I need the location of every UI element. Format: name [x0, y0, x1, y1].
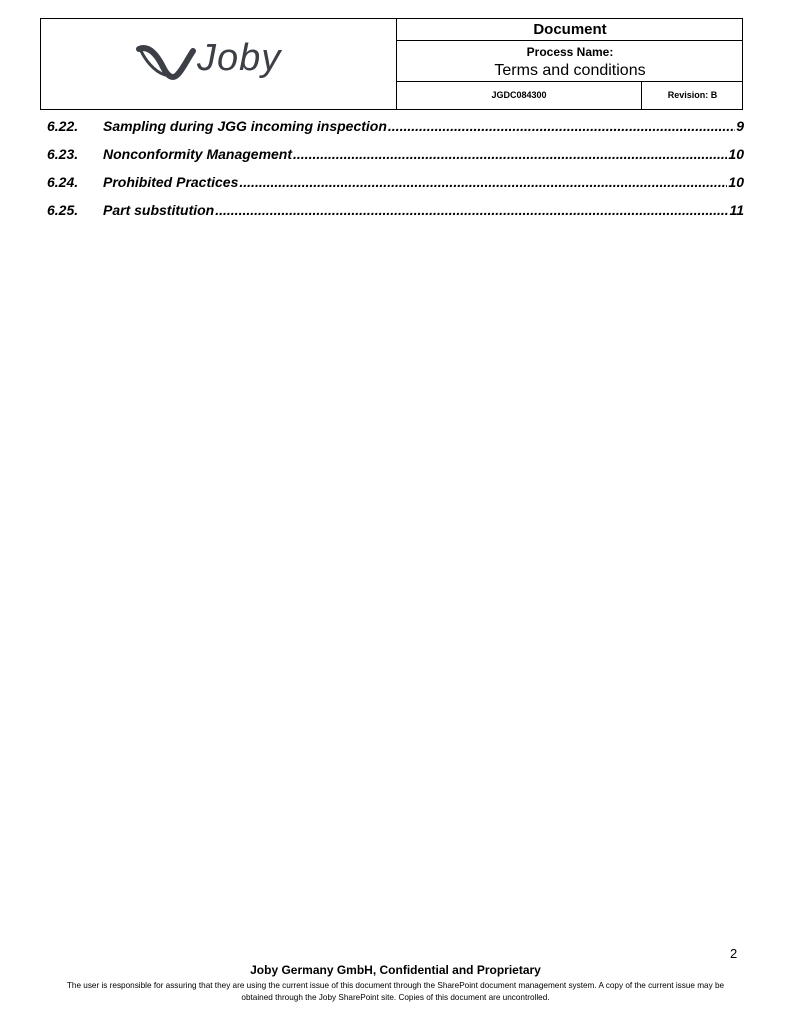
page-number: 2 — [730, 946, 738, 961]
toc-leader — [239, 172, 727, 192]
revision: Revision: B — [667, 90, 718, 100]
toc-leader — [215, 200, 728, 220]
joby-logo — [135, 37, 310, 87]
document-label: Document — [397, 19, 743, 41]
toc-entry[interactable] — [47, 200, 744, 228]
toc-title[interactable]: Prohibited Practices — [103, 174, 239, 190]
toc-page[interactable]: 9 — [736, 118, 744, 134]
logo-wordmark: Joby — [197, 37, 282, 79]
toc-page[interactable]: 11 — [729, 202, 744, 218]
toc-entry[interactable] — [47, 172, 744, 200]
toc-title[interactable]: Sampling during JGG incoming inspection — [103, 118, 387, 134]
document-number: JGDC084300 — [397, 82, 642, 109]
toc-leader — [293, 144, 727, 164]
document-header — [40, 18, 743, 110]
toc-entry[interactable] — [47, 116, 744, 144]
footer-title: Joby Germany GmbH, Confidential and Proprietary — [250, 963, 541, 977]
toc-number: 6.22. — [47, 118, 79, 134]
process-name-value: Terms and conditions — [494, 62, 646, 79]
toc-entry[interactable] — [47, 144, 744, 172]
toc-number: 6.24. — [47, 174, 79, 190]
toc-page[interactable]: 10 — [728, 174, 744, 190]
toc-page[interactable]: 10 — [728, 146, 744, 162]
logo-cell — [41, 19, 397, 109]
toc-number: 6.25. — [47, 202, 79, 218]
toc-number: 6.23. — [47, 146, 79, 162]
footer-disclaimer: The user is responsible for assuring that they are using the current issue of this document through the SharePoint document management system. A copy of the current issue may be obtained through the Joby SharePoint site. Copies of this document are uncontrolled. — [66, 981, 725, 1002]
table-of-contents — [47, 116, 744, 228]
toc-title[interactable]: Nonconformity Management — [103, 146, 293, 162]
process-name-label: Process Name: — [526, 45, 614, 59]
toc-title[interactable]: Part substitution — [103, 202, 215, 218]
toc-leader — [388, 116, 735, 136]
process-name-cell — [397, 41, 743, 82]
joby-wing-icon — [135, 41, 199, 87]
